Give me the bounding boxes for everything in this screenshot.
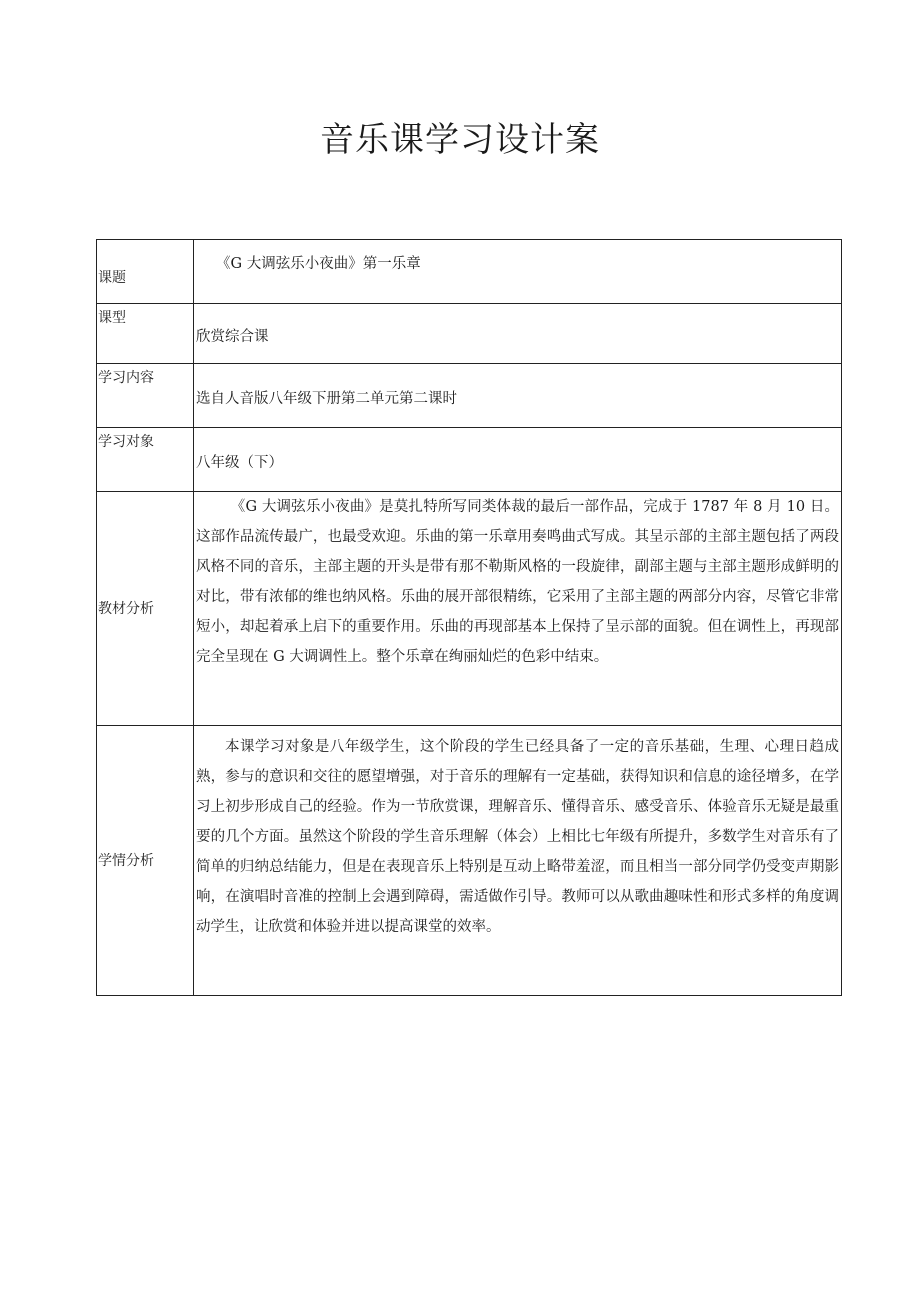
table-row-target (97, 428, 842, 492)
students-label: 学情分析 (97, 726, 194, 996)
material-label: 教材分析 (97, 492, 194, 726)
students-paragraph: 本课学习对象是八年级学生，这个阶段的学生已经具备了一定的音乐基础，生理、心理日趋成熟，参与的意识和交往的愿望增强，对于音乐的理解有一定基础，获得知识和信息的途径增多，在学习上初步形成自己的经验。作为一节欣赏课，理解音乐、懂得音乐、感受音乐、体验音乐无疑是最重要的几个方面。虽然这个阶段的学生音乐理解（体会）上相比七年级有所提升，多数学生对音乐有了简单的归纳总结能力，但是在表现音乐上特别是互动上略带羞涩，而且相当一部分同学仍受变声期影响，在演唱时音准的控制上会遇到障碍，需适做作引导。教师可以从歌曲趣味性和形式多样的角度调动学生，让欣赏和体验并进以提高课堂的效率。 (196, 739, 839, 935)
lesson-type-value: 欣赏综合课 (196, 328, 269, 345)
table-row-material (97, 492, 842, 726)
table-row-content (97, 364, 842, 428)
target-value: 八年级（下） (196, 454, 283, 471)
document-title: 音乐课学习设计案 (320, 120, 600, 160)
topic-label: 课题 (97, 240, 194, 304)
table-row-students (97, 726, 842, 996)
lesson-type-value-cell (194, 304, 842, 364)
material-paragraph: 《G 大调弦乐小夜曲》是莫扎特所写同类体裁的最后一部作品，完成于 1787 年 8 月 10 日。这部作品流传最广，也最受欢迎。乐曲的第一乐章用奏鸣曲式写成。其呈示部的主部主题包括了两段风格不同的音乐，主部主题的开头是带有那不勒斯风格的一段旋律，副部主题与主部主题形成鲜明的对比，带有浓郁的维也纳风格。乐曲的展开部很精练，它采用了主部主题的两部分内容，尽管它非常短小，却起着承上启下的重要作用。乐曲的再现部基本上保持了呈示部的面貌。但在调性上，再现部完全呈现在 G 大调调性上。整个乐章在绚丽灿烂的色彩中结束。 (196, 499, 839, 665)
content-value-cell (194, 364, 842, 428)
content-value: 选自人音版八年级下册第二单元第二课时 (196, 390, 457, 407)
content-label: 学习内容 (97, 364, 194, 428)
target-value-cell (194, 428, 842, 492)
lesson-plan-table (96, 239, 842, 996)
table-row-lesson-type (97, 304, 842, 364)
material-value-cell (194, 492, 842, 726)
target-label: 学习对象 (97, 428, 194, 492)
table-row-topic (97, 240, 842, 304)
students-value-cell (194, 726, 842, 996)
topic-value-cell (194, 240, 842, 304)
lesson-type-label: 课型 (97, 304, 194, 364)
topic-value: 《G 大调弦乐小夜曲》第一乐章 (216, 255, 421, 272)
